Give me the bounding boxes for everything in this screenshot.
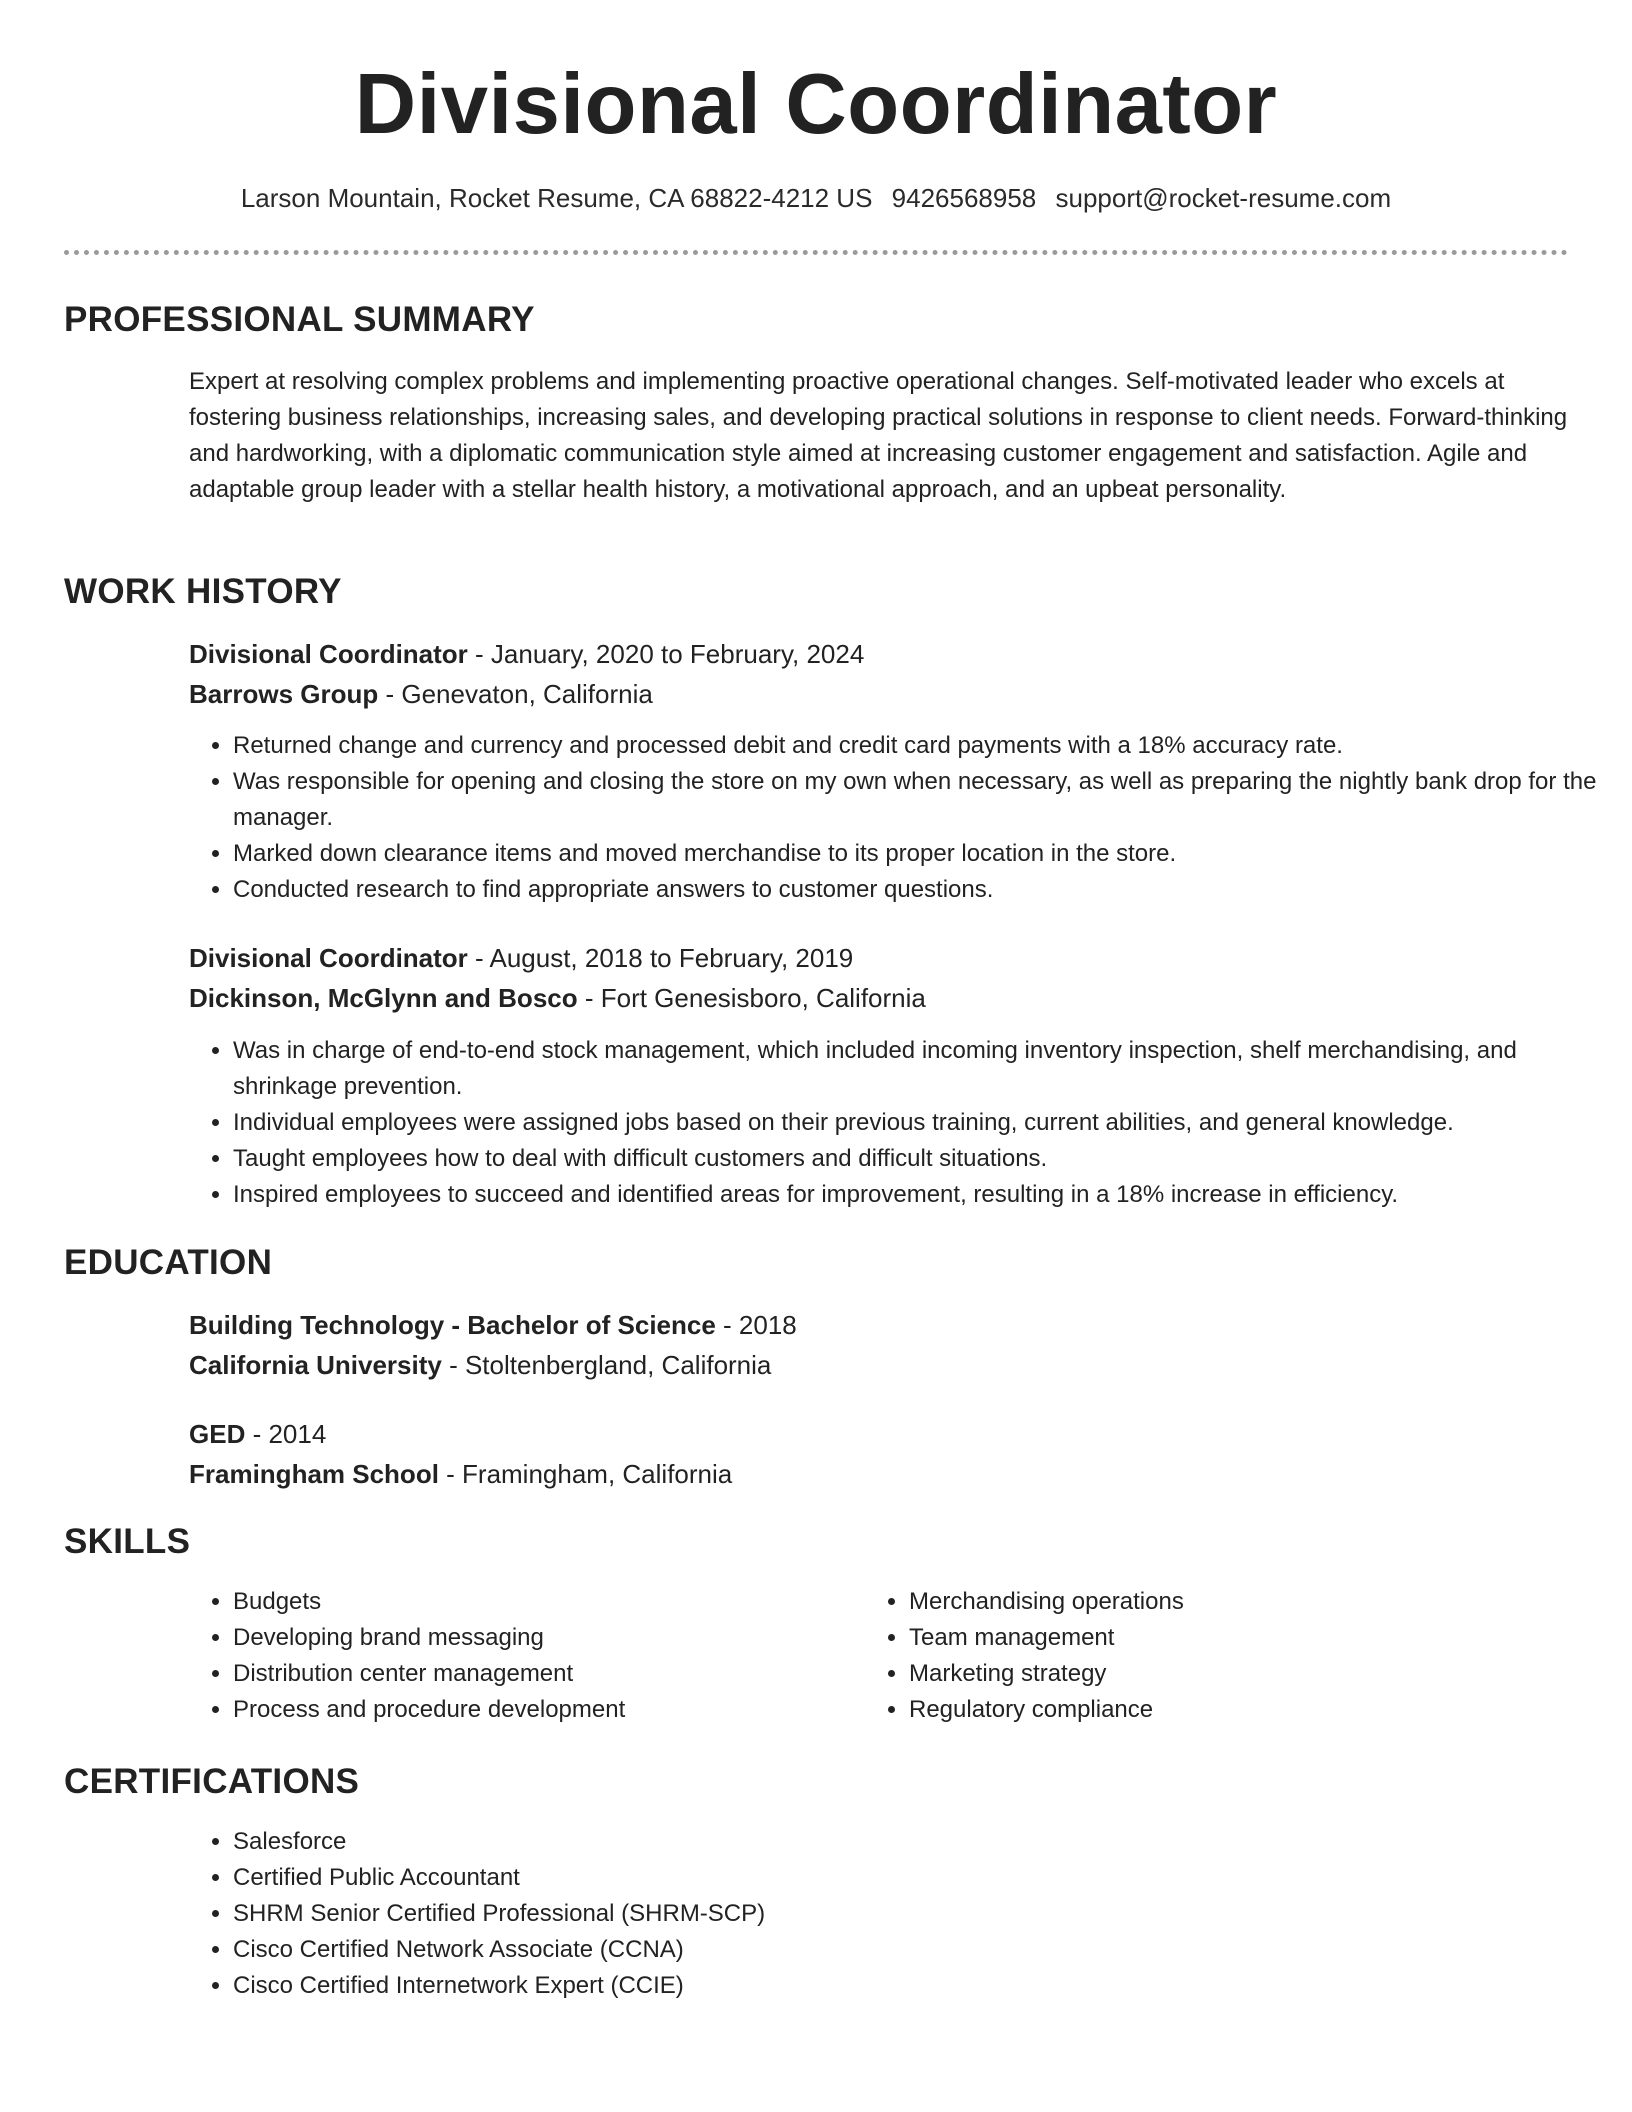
job-bullet: • Conducted research to find appropriate answers to customer questions.	[233, 872, 1613, 908]
section-title-education: EDUCATION	[64, 1243, 273, 1282]
job-location: - Fort Genesisboro, California	[577, 983, 926, 1013]
job-title: Divisional Coordinator	[189, 943, 468, 973]
job-bullet: • Returned change and currency and processed debit and credit card payments with a 18% accuracy rate.	[233, 728, 1613, 764]
education-year: - 2014	[245, 1419, 327, 1449]
summary-text: Expert at resolving complex problems and implementing proactive operational changes. Self-motivated leader who excels at fostering business relationships, increasing sales, and developing practical solutions in response to client needs. Forward-thinking and hardworking, with a diplomatic communication style aimed at increasing customer engagement and satisfaction. Agile and adaptable group leader with a stellar health history, a motivational approach, and an upbeat personality.	[189, 368, 1568, 503]
job-company-line	[189, 676, 653, 712]
skill-item: • Team management	[909, 1620, 1569, 1656]
job-location: - Genevaton, California	[378, 679, 653, 709]
job-title: Divisional Coordinator	[189, 639, 468, 669]
skill-item: • Merchandising operations	[909, 1584, 1569, 1620]
certification-item: • Cisco Certified Internetwork Expert (CCIE)	[233, 1968, 1613, 2004]
skills-list-left	[189, 1584, 863, 1728]
job-bullet: • Individual employees were assigned jobs based on their previous training, current abilities, and general knowledge.	[233, 1105, 1613, 1141]
skill-item: • Developing brand messaging	[233, 1620, 863, 1656]
education-school-line	[189, 1456, 732, 1492]
resume-name: Divisional Coordinator	[354, 57, 1278, 152]
job-company: Barrows Group	[189, 679, 379, 709]
job-title-line	[189, 940, 853, 976]
job-title-line	[189, 636, 864, 672]
certification-item: • SHRM Senior Certified Professional (SHRM-SCP)	[233, 1896, 1613, 1932]
job-bullet: • Was responsible for opening and closing the store on my own when necessary, as well as preparing the nightly bank drop for the manager.	[233, 764, 1613, 836]
skill-item: • Marketing strategy	[909, 1656, 1569, 1692]
education-school: California University	[189, 1350, 442, 1380]
job-bullet: • Marked down clearance items and moved merchandise to its proper location in the store.	[233, 836, 1613, 872]
section-title-work: WORK HISTORY	[64, 572, 342, 611]
education-degree-line	[189, 1416, 326, 1452]
job-bullet: • Was in charge of end-to-end stock management, which included incoming inventory inspection, shelf merchandising, and shrinkage prevention.	[233, 1033, 1613, 1105]
job-company: Dickinson, McGlynn and Bosco	[189, 983, 578, 1013]
skill-item: • Process and procedure development	[233, 1692, 863, 1728]
skill-item: • Distribution center management	[233, 1656, 863, 1692]
job-company-line	[189, 980, 926, 1016]
contact-email: support@rocket-resume.com	[1055, 183, 1392, 213]
education-year: - 2018	[715, 1310, 797, 1340]
certification-item: • Salesforce	[233, 1824, 1613, 1860]
skill-item: • Budgets	[233, 1584, 863, 1620]
education-school-line	[189, 1347, 771, 1383]
certification-item: • Certified Public Accountant	[233, 1860, 1613, 1896]
section-title-certifications: CERTIFICATIONS	[64, 1762, 360, 1801]
education-school: Framingham School	[189, 1459, 439, 1489]
education-degree: GED	[189, 1419, 246, 1449]
skill-item: • Regulatory compliance	[909, 1692, 1569, 1728]
section-title-skills: SKILLS	[64, 1522, 191, 1561]
contact-address: Larson Mountain, Rocket Resume, CA 68822-4212 US	[240, 183, 873, 213]
education-degree-line	[189, 1307, 797, 1343]
job-bullets	[189, 1033, 1613, 1213]
certifications-list	[189, 1824, 1613, 2004]
job-bullet: • Inspired employees to succeed and identified areas for improvement, resulting in a 18% increase in efficiency.	[233, 1177, 1613, 1213]
job-bullets	[189, 728, 1613, 908]
education-location: - Stoltenbergland, California	[441, 1350, 772, 1380]
header-divider	[64, 250, 1568, 255]
education-location: - Framingham, California	[438, 1459, 733, 1489]
skills-list-right	[865, 1584, 1569, 1728]
education-degree: Building Technology - Bachelor of Science	[189, 1310, 716, 1340]
job-dates: - January, 2020 to February, 2024	[467, 639, 865, 669]
job-bullet: • Taught employees how to deal with difficult customers and difficult situations.	[233, 1141, 1613, 1177]
section-title-summary: PROFESSIONAL SUMMARY	[64, 300, 535, 339]
certification-item: • Cisco Certified Network Associate (CCNA)	[233, 1932, 1613, 1968]
contact-line	[0, 180, 1632, 216]
contact-phone: 9426568958	[891, 183, 1037, 213]
job-dates: - August, 2018 to February, 2019	[467, 943, 854, 973]
